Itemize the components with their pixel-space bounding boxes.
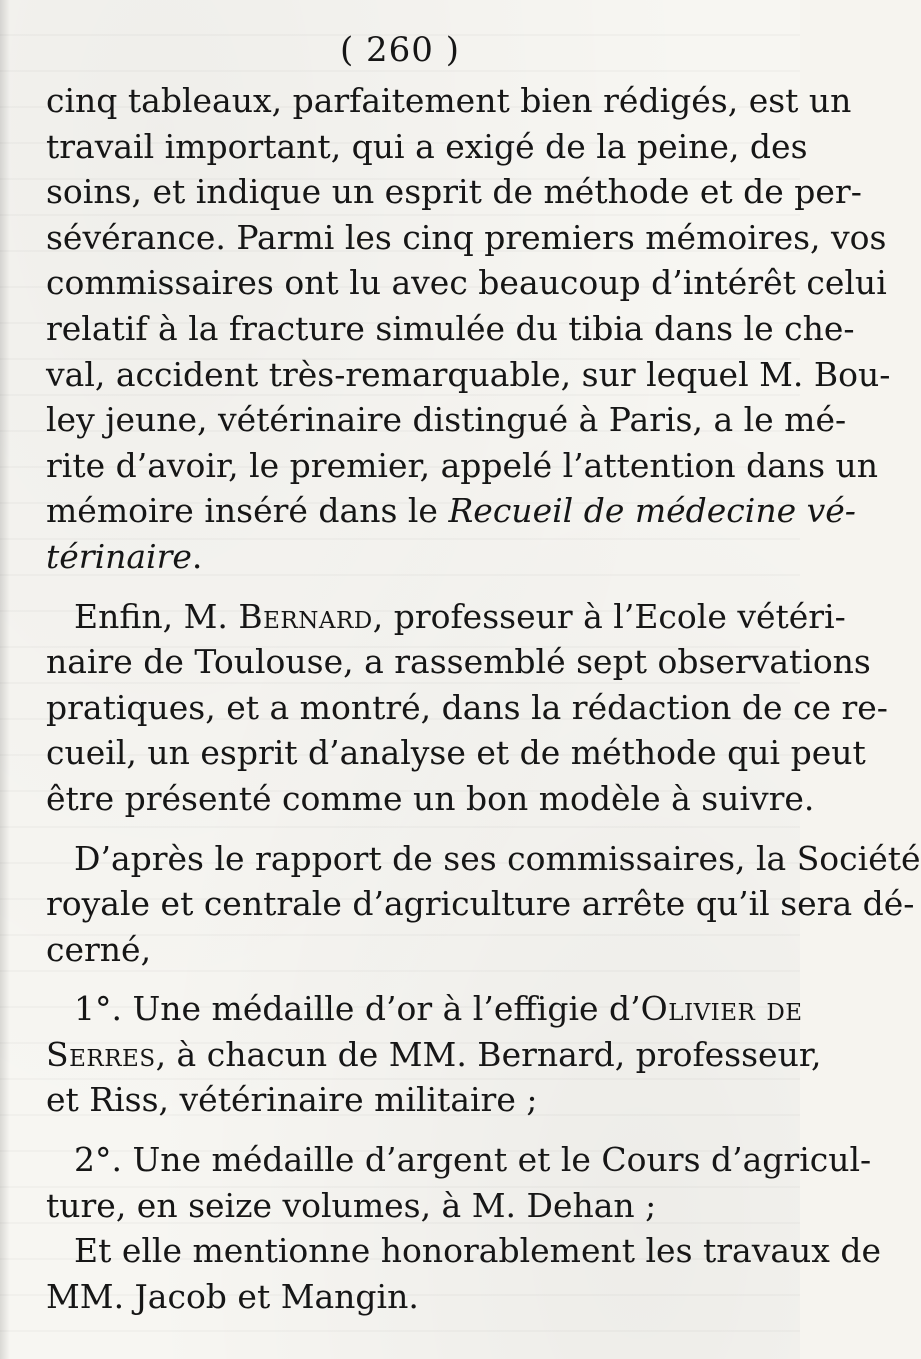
person-name: Olivier de [640, 989, 803, 1029]
page-number: ( 260 ) [339, 30, 461, 70]
text-line: 1°. Une médaille d’or à l’effigie d’Olivier de [74, 989, 803, 1029]
text-line: val, accident très-remarquable, sur lequel M. Bou- [46, 354, 891, 394]
person-name: Serres [46, 1034, 156, 1074]
publication-title-end: térinaire [46, 536, 192, 576]
text-line: cinq tableaux, parfaitement bien rédigés, est un [46, 81, 852, 120]
text-line: Et elle mentionne honorablement les travaux de [74, 1231, 882, 1271]
text-line: et Riss, vétérinaire militaire ; [46, 1080, 538, 1120]
text-line: relatif à la fracture simulée du tibia dans le che- [46, 308, 855, 348]
text-line: 2°. Une médaille d’argent et le Cours d’agricul- [74, 1140, 872, 1180]
text-line: pratiques, et a montré, dans la rédaction de ce re- [46, 687, 888, 727]
text-line: Enfin, M. Bernard, professeur à l’Ecole vétéri- [74, 596, 846, 636]
text-line: soins, et indique un esprit de méthode et de per- [46, 172, 862, 212]
text-line: commissaires ont lu avec beaucoup d’intérêt celui [46, 263, 887, 303]
text-line: royale et centrale d’agriculture arrête qu’il sera dé- [46, 884, 915, 924]
text-line: cerné, [46, 929, 152, 969]
text-line: MM. Jacob et Mangin. [46, 1276, 419, 1316]
text-line: être présenté comme un bon modèle à suivre. [46, 778, 815, 818]
text-line: naire de Toulouse, a rassemblé sept observations [46, 642, 871, 682]
text-line: D’après le rapport de ses commissaires, la Société [74, 838, 921, 878]
text-line: ture, en seize volumes, à M. Dehan ; [46, 1185, 657, 1225]
person-name: Bernard [238, 596, 373, 636]
document-body [46, 78, 921, 1319]
text-line: sévérance. Parmi les cinq premiers mémoires, vos [46, 217, 887, 257]
text-line: mémoire inséré dans le Recueil de médecine vé- [46, 491, 856, 531]
text-line: Serres, à chacun de MM. Bernard, professeur, [46, 1034, 822, 1074]
text-line: rite d’avoir, le premier, appelé l’attention dans un [46, 445, 879, 485]
text-line: ley jeune, vétérinaire distingué à Paris, a le mé- [46, 400, 847, 440]
text-line: cueil, un esprit d’analyse et de méthode qui peut [46, 733, 866, 773]
text-line: térinaire. [46, 536, 203, 576]
page-edge-shadow [0, 0, 10, 1359]
publication-title: Recueil de médecine vé- [448, 491, 856, 531]
text-line: travail important, qui a exigé de la peine, des [46, 126, 808, 166]
